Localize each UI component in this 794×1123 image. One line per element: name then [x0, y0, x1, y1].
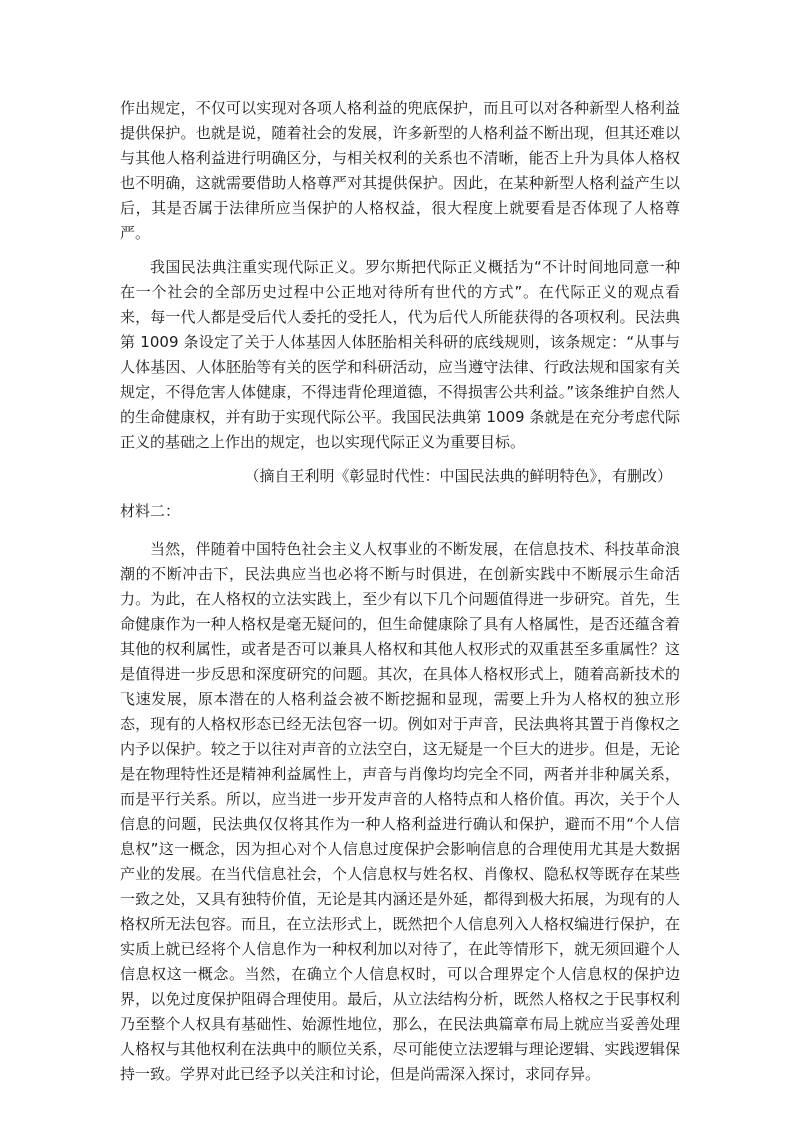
- section-label-material-2: 材料二：: [120, 502, 181, 520]
- paragraph-continuation: 作出规定，不仅可以实现对各项人格利益的兜底保护，而且可以对各种新型人格利益提供保护。也就是说，随着社会的发展，许多新型的人格利益不断出现，但其还难以与其他人格利益进行明确区分，与相关权利的关系也不清晰，能否上升为具体人格权也不明确，这就需要借助人格尊严对其提供保护。因此，在某种新型人格利益产生以后，其是否属于法律所应当保护的人格权益，很大程度上就要看是否体现了人格尊严。: [120, 99, 680, 242]
- document-page: [120, 96, 680, 1096]
- paragraph-intergenerational-justice: 我国民法典注重实现代际正义。罗尔斯把代际正义概括为“不计时间地同意一种在一个社会的全部历史过程中公正地对待所有世代的方式”。在代际正义的观点看来，每一代人都是受后代人委托的受托人，代为后代人所能获得的各项权利。民法典第 1009 条设定了关于人体基因人体胚胎相关科研的底线规则，该条规定：“从事与人体基因、人体胚胎等有关的医学和科研活动，应当遵守法律、行政法规和国家有关规定，不得危害人体健康，不得违背伦理道德，不得损害公共利益。”该条维护自然人的生命健康权，并有助于实现代际公平。我国民法典第 1009 条就是在充分考虑代际正义的基础之上作出的规定，也以实现代际正义为重要目标。: [120, 258, 680, 451]
- source-citation: （摘自王利明《彰显时代性：中国民法典的鲜明特色》，有删改）: [244, 467, 672, 485]
- paragraph-material-2: 当然，伴随着中国特色社会主义人权事业的不断发展，在信息技术、科技革命浪潮的不断冲击下，民法典应当也必将不断与时俱进，在创新实践中不断展示生命活力。为此，在人格权的立法实践上，至少有以下几个问题值得进一步研究。首先，生命健康作为一种人格权是毫无疑问的，但生命健康除了具有人格属性，是否还蕴含着其他的权利属性，或者是否可以兼具人格权和其他人权形式的双重甚至多重属性？这是值得进一步反思和深度研究的问题。其次，在具体人格权形式上，随着高新技术的飞速发展，原本潜在的人格利益会被不断挖掘和显现，需要上升为人格权的独立形态，现有的人格权形态已经无法包容一切。例如对于声音，民法典将其置于肖像权之内予以保护。较之于以往对声音的立法空白，这无疑是一个巨大的进步。但是，无论是在物理特性还是精神利益属性上，声音与肖像均均完全不同，两者并非种属关系，而是平行关系。所以，应当进一步开发声音的人格特点和人格价值。再次，关于个人信息的问题，民法典仅仅将其作为一种人格利益进行确认和保护，避而不用“个人信息权”这一概念，因为担心对个人信息过度保护会影响信息的合理使用尤其是大数据产业的发展。在当代信息社会，个人信息权与姓名权、肖像权、隐私权等既存在某些一致之处，又具有独特价值，无论是其内涵还是外延，都得到极大拓展，为现有的人格权所无法包容。而且，在立法形式上，既然把个人信息列入人格权编进行保护，在实质上就已经将个人信息作为一种权利加以对待了，在此等情形下，就无须回避个人信息权这一概念。当然，在确立个人信息权时，可以合理界定个人信息权的保护边界，以免过度保护阻碍合理使用。最后，从立法结构分析，既然人格权之于民事权利乃至整个人权具有基础性、始源性地位，那么，在民法典篇章布局上就应当妥善处理人格权与其他权利在法典中的顺位关系，尽可能使立法逻辑与理论逻辑、实践逻辑保持一致。学界对此已经予以关注和讨论，但是尚需深入探讨，求同存异。: [120, 540, 680, 1083]
